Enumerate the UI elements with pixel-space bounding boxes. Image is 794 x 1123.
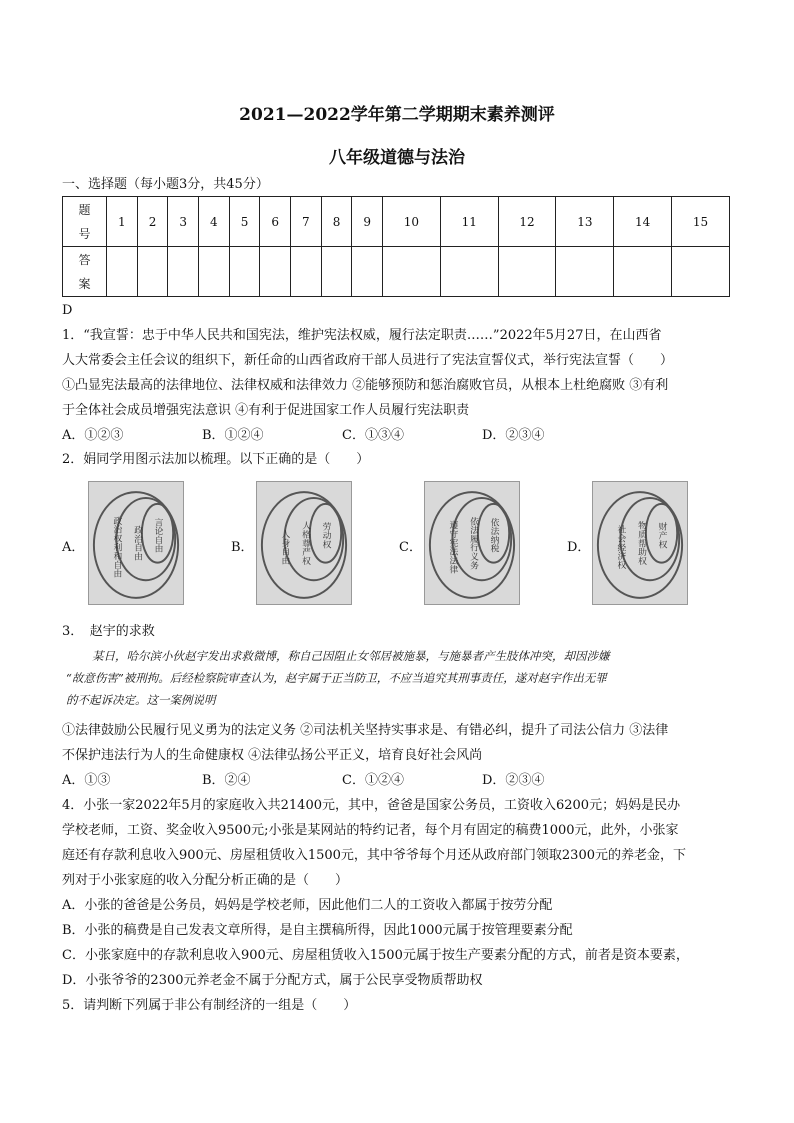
question-number-cell: 10 xyxy=(383,197,441,247)
row-label-number xyxy=(63,197,107,247)
q3-option-c: C．①②④ xyxy=(342,773,404,788)
answer-cell[interactable] xyxy=(672,247,730,297)
q3-story: 的不起诉决定。这一案例说明 xyxy=(66,693,216,707)
exam-subtitle: 八年级道德与法治 xyxy=(329,148,465,168)
venn-outer-text: 社会经济权 xyxy=(615,524,626,569)
q4-option-c: C．小张家庭中的存款利息收入900元、房屋租赁收入1500元属于按生产要素分配的方式，前者是资本要素， xyxy=(62,948,689,963)
q1-line: 1．“我宣誓：忠于中华人民共和国宪法，维护宪法权威，履行法定职责……”2022年5月27日，在山西省 xyxy=(62,328,662,343)
q1-option-a: A．①②③ xyxy=(62,428,124,443)
venn-diagram xyxy=(257,482,351,604)
answer-cell[interactable] xyxy=(383,247,441,297)
venn-outer-text: 遵守宪法法律 xyxy=(447,520,458,574)
question-number-cell: 14 xyxy=(614,197,672,247)
answer-cell[interactable] xyxy=(229,247,260,297)
q3-line: ①法律鼓励公民履行见义勇为的法定义务 ②司法机关坚持实事求是、有错必纠，提升了司法公信力 ③法律 xyxy=(62,723,669,738)
answer-cell[interactable] xyxy=(107,247,138,297)
stray-letter: D xyxy=(62,303,73,318)
question-number-cell: 3 xyxy=(168,197,199,247)
venn-inner-text: 依法纳税 xyxy=(488,517,499,553)
q1-line: 于全体社会成员增强宪法意识 ④有利于促进国家工作人员履行宪法职责 xyxy=(62,403,470,418)
section-heading: 一、选择题（每小题3分，共45分） xyxy=(62,177,269,192)
question-number-cell: 11 xyxy=(440,197,498,247)
table-row-numbers xyxy=(63,197,730,247)
venn-figure-c xyxy=(424,481,520,605)
venn-inner-text: 财产权 xyxy=(656,521,667,549)
q4-line: 4．小张一家2022年5月的家庭收入共21400元，其中，爸爸是国家公务员，工资收入6200元；妈妈是民办 xyxy=(62,798,681,813)
q5-line: 5．请判断下列属于非公有制经济的一组是（ ） xyxy=(62,998,357,1013)
answer-cell[interactable] xyxy=(556,247,614,297)
answer-cell[interactable] xyxy=(614,247,672,297)
row-label-char: 答 xyxy=(78,252,91,267)
table-row-answers xyxy=(63,247,730,297)
answer-cell[interactable] xyxy=(321,247,352,297)
q4-option-a: A．小张的爸爸是公务员，妈妈是学校老师，因此他们二人的工资收入都属于按劳分配 xyxy=(62,898,553,913)
q3-option-a: A．①③ xyxy=(62,773,111,788)
answer-cell[interactable] xyxy=(137,247,168,297)
venn-mid-text: 人格尊严权 xyxy=(299,520,310,566)
q1-option-b: B．①②④ xyxy=(202,428,264,443)
answer-cell[interactable] xyxy=(260,247,291,297)
q3-option-b: B．②④ xyxy=(202,773,251,788)
question-number-cell: 9 xyxy=(352,197,383,247)
row-label-char: 号 xyxy=(78,226,91,241)
q1-option-c: C．①③④ xyxy=(342,428,404,443)
q1-option-d: D．②③④ xyxy=(482,428,545,443)
venn-mid-text: 物质帮助权 xyxy=(635,520,646,566)
question-number-cell: 4 xyxy=(199,197,230,247)
question-number-cell: 8 xyxy=(321,197,352,247)
question-number-cell: 6 xyxy=(260,197,291,247)
q2-option-label-a: A． xyxy=(62,540,85,555)
q4-line: 庭还有存款利息收入900元、房屋租赁收入1500元，其中爷爷每个月还从政府部门领取2300元的养老金，下 xyxy=(62,848,686,863)
row-label-char: 题 xyxy=(78,202,91,217)
answer-cell[interactable] xyxy=(168,247,199,297)
venn-figure-a xyxy=(88,481,184,605)
row-label-answer xyxy=(63,247,107,297)
venn-outer-text: 人身自由 xyxy=(279,529,290,565)
q1-line: 人大常委会主任会议的组织下，新任命的山西省政府干部人员进行了宪法宣誓仪式，举行宪法宣誓（ ） xyxy=(62,353,674,368)
q2-option-label-c: C． xyxy=(399,540,422,555)
venn-diagram xyxy=(593,482,687,604)
answer-cell[interactable] xyxy=(440,247,498,297)
q2-option-label-b: B． xyxy=(231,540,254,555)
question-number-cell: 15 xyxy=(672,197,730,247)
venn-mid-text: 政治自由 xyxy=(131,525,142,561)
q2-option-label-d: D． xyxy=(567,540,591,555)
venn-diagram xyxy=(89,482,183,604)
q3-line: 不保护违法行为人的生命健康权 ④法律弘扬公平正义，培育良好社会风尚 xyxy=(62,748,483,763)
venn-inner-text: 言论自由 xyxy=(152,517,163,553)
q3-story: “故意伤害”被刑拘。后经检察院审查认为，赵宇属于正当防卫，不应当追究其刑事责任，遂对赵宇作出无罪 xyxy=(66,671,607,685)
question-number-cell: 2 xyxy=(137,197,168,247)
venn-outer-text: 政治权利和自由 xyxy=(111,516,122,578)
answer-cell[interactable] xyxy=(291,247,322,297)
question-number-cell: 5 xyxy=(229,197,260,247)
q1-line: ①凸显宪法最高的法律地位、法律权威和法律效力 ②能够预防和惩治腐败官员，从根本上杜绝腐败 ③有利 xyxy=(62,378,669,393)
question-number-cell: 7 xyxy=(291,197,322,247)
row-label-char: 案 xyxy=(78,276,91,291)
venn-diagram xyxy=(425,482,519,604)
q4-option-b: B．小张的稿费是自己发表文章所得，是自主撰稿所得，因此1000元属于按管理要素分配 xyxy=(62,923,573,938)
venn-inner-text: 劳动权 xyxy=(320,521,331,549)
venn-figure-b xyxy=(256,481,352,605)
venn-mid-text: 依法履行义务 xyxy=(467,516,478,570)
question-number-cell: 12 xyxy=(498,197,556,247)
q3-line: 3． 赵宇的求救 xyxy=(62,624,155,639)
q4-option-d: D．小张爷爷的2300元养老金不属于分配方式，属于公民享受物质帮助权 xyxy=(62,973,483,988)
q3-story: 某日，哈尔滨小伙赵宇发出求救微博，称自己因阻止女邻居被施暴，与施暴者产生肢体冲突，却因涉嫌 xyxy=(92,649,610,663)
question-number-cell: 1 xyxy=(107,197,138,247)
answer-cell[interactable] xyxy=(352,247,383,297)
q4-line: 学校老师，工资、奖金收入9500元;小张是某网站的特约记者，每个月有固定的稿费1000元，此外，小张家 xyxy=(62,823,679,838)
exam-title: 2021—2022学年第二学期期末素养测评 xyxy=(239,105,555,125)
q2-line: 2．娟同学用图示法加以梳理。以下正确的是（ ） xyxy=(62,452,370,467)
question-number-cell: 13 xyxy=(556,197,614,247)
answer-cell[interactable] xyxy=(199,247,230,297)
answer-table xyxy=(62,196,730,297)
venn-figure-d xyxy=(592,481,688,605)
answer-cell[interactable] xyxy=(498,247,556,297)
q4-line: 列对于小张家庭的收入分配分析正确的是（ ） xyxy=(62,873,349,888)
q3-option-d: D．②③④ xyxy=(482,773,545,788)
